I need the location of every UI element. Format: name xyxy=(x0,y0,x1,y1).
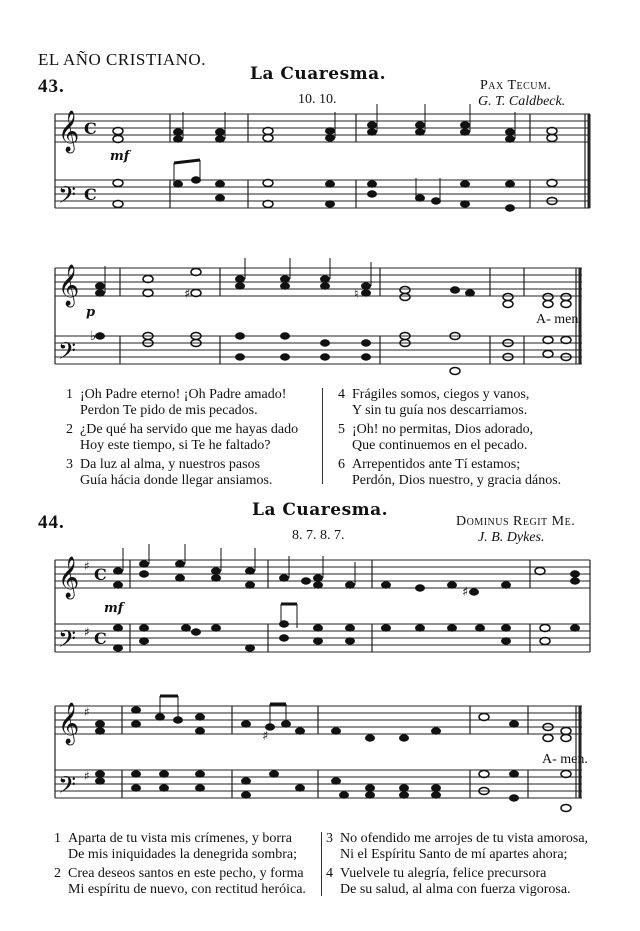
verse-line: Y sin tu guía nos descarriamos. xyxy=(352,403,528,418)
verse-line: Frágiles somos, ciegos y vanos, xyxy=(352,387,530,402)
verse-number: 1 xyxy=(54,831,61,846)
svg-text:♯: ♯ xyxy=(262,729,269,744)
verse-line: De mis iniquidades la denegrida sombra; xyxy=(68,847,297,862)
verse-line: ¡Oh Padre eterno! ¡Oh Padre amado! xyxy=(80,387,287,402)
treble-clef-icon: 𝄞 xyxy=(58,265,80,306)
verse-line: ¡Oh! no permitas, Dios adorado, xyxy=(352,422,534,437)
amen-label: A- men. xyxy=(542,752,588,767)
bass-clef-icon: 𝄢 xyxy=(58,337,77,370)
verse xyxy=(326,831,626,865)
verse-number: 3 xyxy=(66,457,73,472)
verse-line: Hoy este tiempo, si Te he faltado? xyxy=(80,438,271,453)
svg-text:C: C xyxy=(94,629,107,648)
tune-name: Dominus Regit Me. xyxy=(456,514,576,529)
svg-text:♯: ♯ xyxy=(84,769,90,783)
verse-line: Aparta de tu vista mis crímenes, y borra xyxy=(68,831,292,846)
svg-text:C: C xyxy=(84,119,97,138)
verse-line: Guía hácia donde llegar ansiamos. xyxy=(80,473,273,488)
verse-number: 6 xyxy=(338,457,345,472)
verse-number: 2 xyxy=(66,422,73,437)
tune-name: Pax Tecum. xyxy=(480,78,552,93)
verse xyxy=(54,831,318,865)
treble-clef-icon: 𝄞 xyxy=(58,111,80,152)
verse-line: De su salud, al alma con fuerza vigorosa. xyxy=(340,882,571,897)
verse-line: Mi espíritu de nuevo, con rectitud heróica. xyxy=(68,882,306,897)
verse-number: 3 xyxy=(326,831,333,846)
bass-clef-icon: 𝄢 xyxy=(58,771,77,804)
verse-number: 1 xyxy=(66,387,73,402)
svg-text:♮: ♮ xyxy=(354,287,359,302)
verse-number: 4 xyxy=(326,866,333,881)
verse-number: 5 xyxy=(338,422,345,437)
svg-text:♯: ♯ xyxy=(84,705,90,719)
hymn-number: 44. xyxy=(38,512,65,533)
verse-line: Perdón, Dios nuestro, y gracia dános. xyxy=(352,473,562,488)
bass-clef-icon: 𝄢 xyxy=(58,181,77,214)
hymn-meter: 10. 10. xyxy=(298,92,337,107)
verse-number: 4 xyxy=(338,387,345,402)
svg-text:♭: ♭ xyxy=(90,329,97,344)
verse-divider xyxy=(321,832,322,896)
verse-line: Da luz al alma, y nuestros pasos xyxy=(80,457,261,472)
treble-clef-icon: 𝄞 xyxy=(58,557,80,598)
verse-line: Vuelvele tu alegría, felice precursora xyxy=(340,866,547,881)
dynamic-marking: p xyxy=(86,305,96,320)
hymn-meter: 8. 7. 8. 7. xyxy=(292,528,345,543)
verse-line: Perdon Te pido de mis pecados. xyxy=(80,403,258,418)
svg-text:C: C xyxy=(94,565,107,584)
svg-text:♯: ♯ xyxy=(184,287,191,302)
verse-line: Que continuemos en el pecado. xyxy=(352,438,528,453)
hymn-title: La Cuaresma. xyxy=(250,64,387,84)
verse-number: 2 xyxy=(54,866,61,881)
verse xyxy=(54,866,318,900)
verse-line: ¿De qué ha servido que me hayas dado xyxy=(80,422,299,437)
verse xyxy=(326,866,626,900)
svg-text:♯: ♯ xyxy=(462,585,469,600)
verse-line: Ni el Espíritu Santo de mí apartes ahora; xyxy=(340,847,568,862)
amen-label: A- men. xyxy=(536,312,582,327)
composer-name: J. B. Dykes. xyxy=(478,530,545,545)
dynamic-marking: mf xyxy=(110,149,130,164)
verse-line: No ofendido me arrojes de tu vista amorosa, xyxy=(340,831,589,846)
verse-line: Arrepentidos ante Tí estamos; xyxy=(352,457,521,472)
treble-clef-icon: 𝄞 xyxy=(58,703,80,744)
verse-line: Crea deseos santos en este pecho, y forma xyxy=(68,866,304,881)
hymn-number: 43. xyxy=(38,76,65,97)
hymn-title: La Cuaresma. xyxy=(252,500,389,520)
bass-clef-icon: 𝄢 xyxy=(58,625,77,658)
running-head: EL AÑO CRISTIANO. xyxy=(38,50,206,69)
svg-text:♯: ♯ xyxy=(84,625,90,639)
svg-text:♯: ♯ xyxy=(84,559,90,573)
composer-name: G. T. Caldbeck. xyxy=(478,94,566,109)
svg-text:C: C xyxy=(84,185,97,204)
dynamic-marking: mf xyxy=(104,601,124,616)
